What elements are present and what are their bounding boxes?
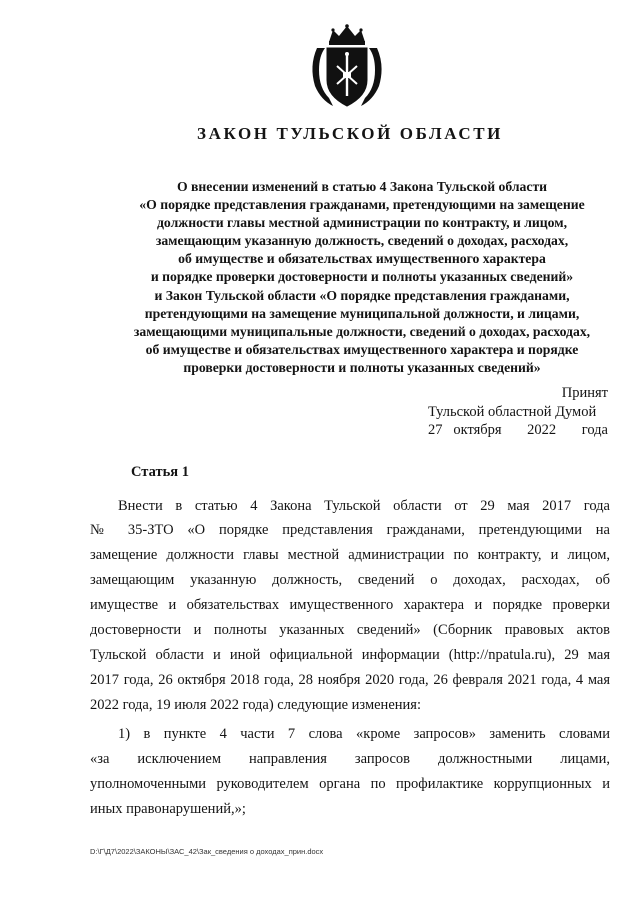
- body-line: 2017 года, 26 октября 2018 года, 28 ноября 2020 года, 26 февраля 2021 года, 4 мая: [90, 672, 610, 688]
- subject-line: претендующими на замещение муниципальной должности, и лицами,: [144, 305, 580, 321]
- subject-line: об имуществе и обязательствах имущественного характера и порядке: [145, 341, 579, 357]
- subject-line: О внесении изменений в статью 4 Закона Тульской области: [176, 179, 548, 194]
- subject-line: замещающими муниципальные должности, сведений о доходах, расходах,: [133, 323, 591, 339]
- adoption-date: [428, 421, 608, 440]
- body-line: иных правонарушений,»;: [90, 801, 246, 817]
- body-line: Тульской области и иной официальной информации (http://npatula.ru), 29 мая: [90, 647, 610, 663]
- body-line: имуществе и обязательствах имущественного характера и порядке проверки: [90, 597, 610, 613]
- body-line: замещающим указанную должность, сведений о доходах, расходах, об: [90, 572, 610, 588]
- subject-line: и порядке проверки достоверности и полноты указанных сведений»: [150, 269, 574, 285]
- law-title: ЗАКОН ТУЛЬСКОЙ ОБЛАСТИ: [197, 124, 503, 143]
- body-line: 1) в пункте 4 части 7 слова «кроме запросов» заменить словами: [118, 726, 610, 742]
- body-line: достоверности и полноты указанных сведений» (Сборник правовых актов: [90, 622, 610, 638]
- subject-line: проверки достоверности и полноты указанных сведений»: [183, 359, 541, 375]
- file-path-footer: D:\Г\Д7\2022\ЗАКОНЫ\ЗАС_42\Зак_сведения о доходах_прин.docx: [90, 847, 324, 856]
- subject-line: «О порядке представления гражданами, претендующими на замещение: [139, 197, 585, 213]
- body-line: Внести в статью 4 Закона Тульской области от 29 мая 2017 года: [118, 498, 610, 514]
- adopted-label: Принят: [561, 385, 608, 401]
- tula-coat-of-arms-emblem: [307, 22, 387, 112]
- subject-line: замещающим указанную должность, сведений о доходах, расходах,: [155, 233, 569, 249]
- subject-line: и Закон Тульской области «О порядке представления гражданами,: [154, 287, 570, 303]
- adoption-year-word: года: [581, 422, 608, 438]
- body-line: уполномоченными руководителем органа по профилактике коррупционных и: [90, 776, 610, 792]
- adoption-block: [428, 384, 608, 440]
- subject-line: об имуществе и обязательствах имущественного характера: [178, 251, 546, 267]
- body-line: № 35-ЗТО «О порядке представления гражданами, претендующими на: [90, 522, 610, 538]
- body-line: 2022 года, 19 июля 2022 года) следующие изменения:: [90, 697, 421, 713]
- body-line: замещение должности главы местной администрации по контракту, и лицом,: [90, 547, 610, 563]
- adoption-day-month: 27 октября: [428, 422, 502, 438]
- subject-line: должности главы местной администрации по контракту, и лицом,: [157, 215, 567, 231]
- adopted-by: Тульской областной Думой: [428, 403, 597, 420]
- law-subject: [92, 178, 632, 377]
- adoption-year: 2022: [527, 422, 557, 438]
- article-heading: Статья 1: [131, 464, 189, 480]
- body-line: «за исключением направления запросов должностными лицами,: [90, 751, 610, 767]
